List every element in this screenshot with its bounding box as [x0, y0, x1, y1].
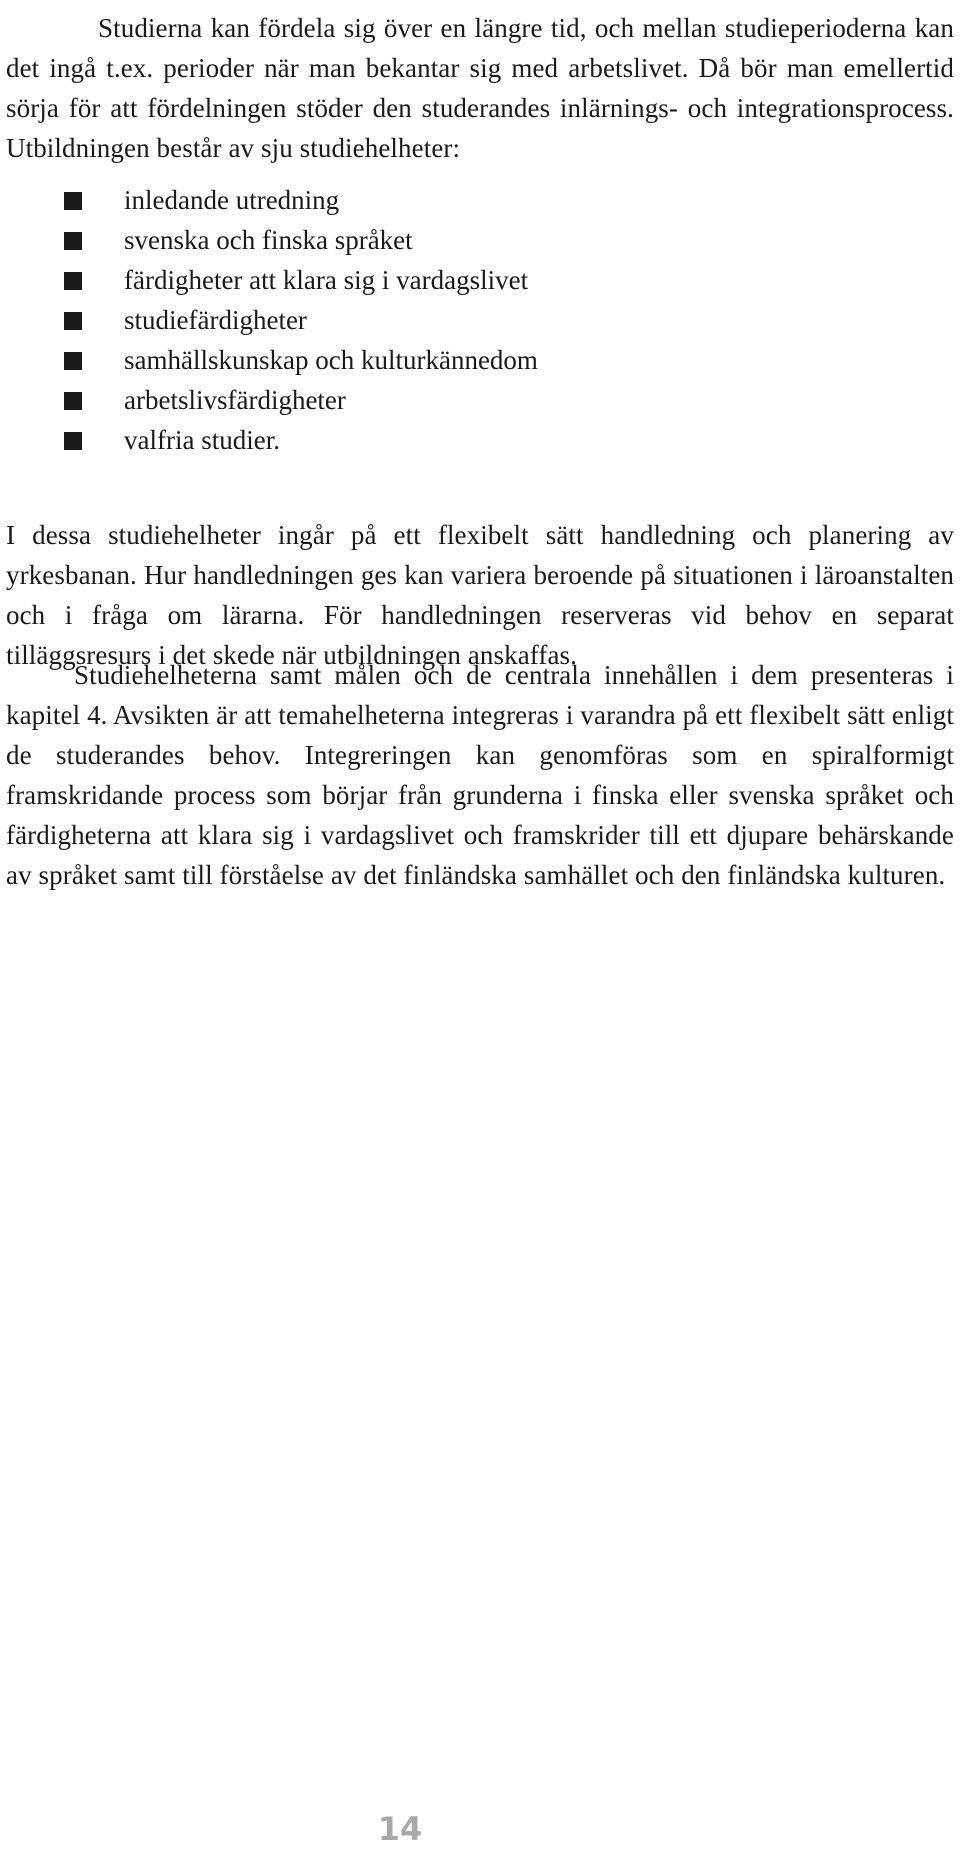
integration-paragraph: Studiehelheterna samt målen och de centrala innehållen i dem presenteras i kapitel 4. Avsikten är att temahelheterna integreras i varandra på ett flexibelt sätt enligt de studerandes behov. Integreringen kan genomföras som en spiralformigt framskridande process som börjar från grunderna i finska eller svenska språket och färdigheterna att klara sig i vardagslivet och framskrider till ett djupare behärskande av språket samt till förståelse av det finländska samhället och den finländska kulturen. — [6, 660, 954, 890]
list-item-text: valfria studier. — [124, 425, 280, 455]
list-item-text: arbetslivsfärdigheter — [124, 385, 346, 415]
list-item-text: svenska och finska språket — [124, 225, 413, 255]
square-bullet-icon — [64, 392, 82, 410]
list-item — [64, 340, 538, 380]
square-bullet-icon — [64, 432, 82, 450]
list-item — [64, 260, 538, 300]
page-number: 14 — [377, 1810, 423, 1848]
list-item-text: inledande utredning — [124, 185, 340, 215]
square-bullet-icon — [64, 192, 82, 210]
list-item-text: samhällskunskap och kulturkännedom — [124, 345, 538, 375]
square-bullet-icon — [64, 312, 82, 330]
list-item — [64, 180, 538, 220]
square-bullet-icon — [64, 232, 82, 250]
study-units-list — [64, 180, 538, 460]
list-item-text: studiefärdigheter — [124, 305, 307, 335]
list-item — [64, 300, 538, 340]
list-item-text: färdigheter att klara sig i vardagslivet — [124, 265, 529, 295]
square-bullet-icon — [64, 352, 82, 370]
guidance-paragraph: I dessa studiehelheter ingår på ett flexibelt sätt handledning och planering av yrkesbanan. Hur handledningen ges kan variera beroende på situationen i läroanstalten och i fråga om lärarna. För handledningen reserveras vid behov en separat tilläggsresurs i det skede när utbildningen anskaffas. — [6, 520, 954, 670]
list-item — [64, 380, 538, 420]
list-item — [64, 420, 538, 460]
intro-paragraph: Studierna kan fördela sig över en längre tid, och mellan studieperioderna kan det ingå t.ex. perioder när man bekantar sig med arbetslivet. Då bör man emellertid sörja för att fördelningen stöder den studerandes inlärnings- och integrationsprocess. Utbildningen består av sju studiehelheter: — [6, 13, 954, 163]
square-bullet-icon — [64, 272, 82, 290]
list-item — [64, 220, 538, 260]
